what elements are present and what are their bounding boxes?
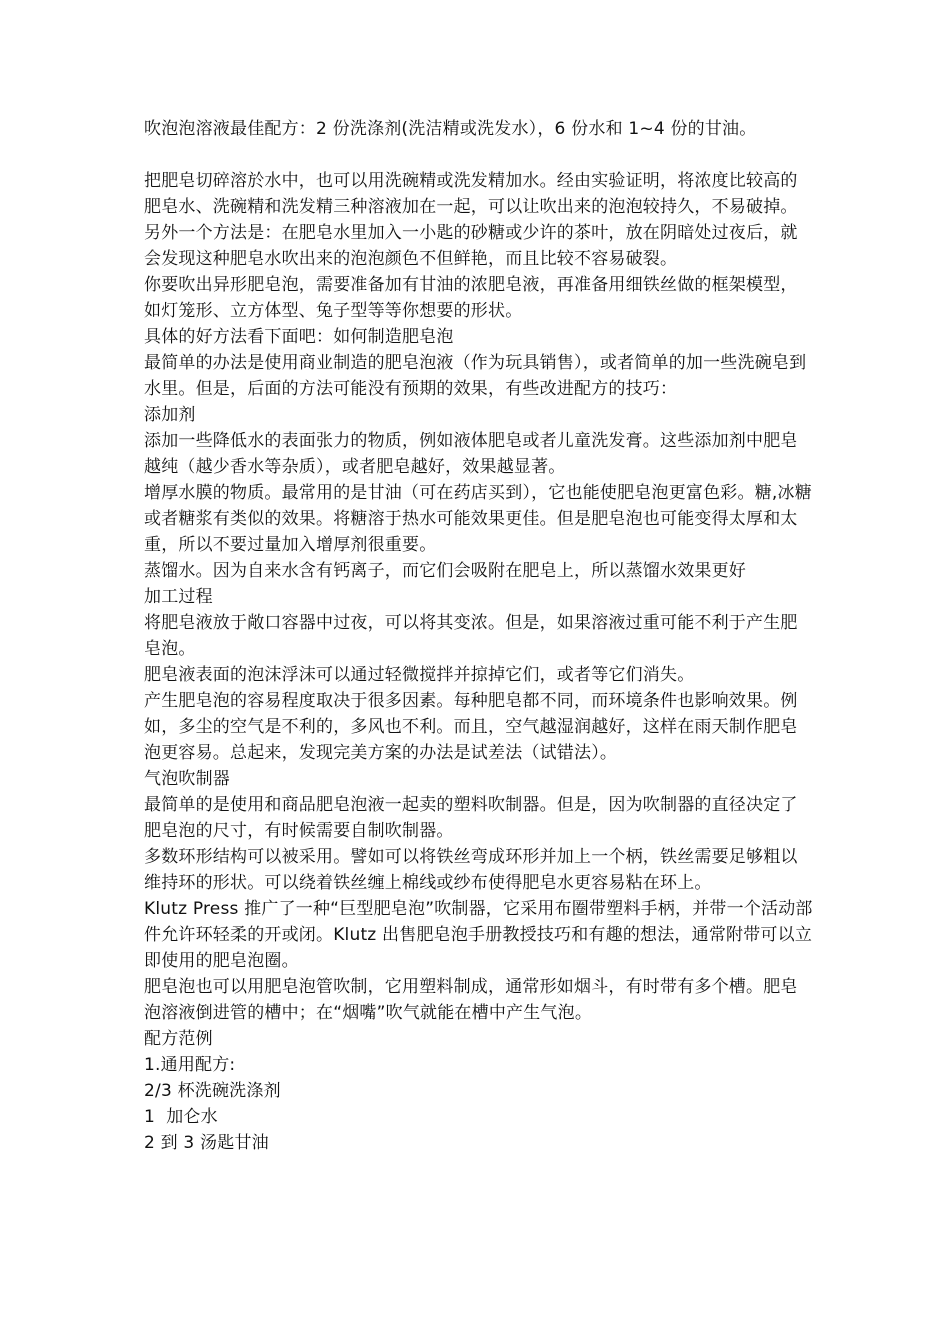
paragraph-overnight: 将肥皂液放于敞口容器中过夜，可以将其变浓。但是，如果溶液过重可能不利于产生肥皂泡。 bbox=[144, 613, 798, 659]
paragraph-surface-tension: 添加一些降低水的表面张力的物质，例如液体肥皂或者儿童洗发膏。这些添加剂中肥皂越纯（越少香水等杂质），或者肥皂越好，效果越显著。 bbox=[144, 431, 798, 477]
section-heading-recipes: 配方范例 bbox=[144, 1029, 213, 1049]
paragraph-shaped-bubbles: 你要吹出异形肥皂泡，需要准备加有甘油的浓肥皂液，再准备用细铁丝做的框架模型，如灯笼形、立方体型、兔子型等等你想要的形状。 bbox=[144, 275, 798, 321]
paragraph-soap-method: 把肥皂切碎溶於水中，也可以用洗碗精或洗发精加水。经由实验证明，将浓度比较高的肥皂水、洗碗精和洗发精三种溶液加在一起，可以让吹出来的泡泡较持久，不易破掉。另外一个方法是：在肥皂水里加入一小匙的砂糖或少许的茶叶，放在阴暗处过夜后，就会发现这种肥皂水吹出来的泡泡颜色不但鲜艳，而且比较不容易破裂。 bbox=[144, 171, 798, 269]
paragraph-simple-method: 最简单的办法是使用商业制造的肥皂泡液（作为玩具销售），或者简单的加一些洗碗皂到水里。但是，后面的方法可能没有预期的效果，有些改进配方的技巧： bbox=[144, 353, 807, 399]
recipe-ingredient-glycerin: 2 到 3 汤匙甘油 bbox=[144, 1133, 269, 1153]
paragraph-plastic-blower: 最简单的是使用和商品肥皂泡液一起卖的塑料吹制器。但是，因为吹制器的直径决定了肥皂泡的尺寸，有时候需要自制吹制器。 bbox=[144, 795, 798, 841]
recipe-title: 1.通用配方: bbox=[144, 1055, 236, 1075]
section-heading-additives: 添加剂 bbox=[144, 405, 196, 425]
paragraph-wire-loop: 多数环形结构可以被采用。譬如可以将铁丝弯成环形并加上一个柄，铁丝需要足够粗以维持环的形状。可以绕着铁丝缠上棉线或纱布使得肥皂水更容易粘在环上。 bbox=[144, 847, 798, 893]
paragraph-thickeners: 增厚水膜的物质。最常用的是甘油（可在药店买到），它也能使肥皂泡更富色彩。糖,冰糖或者糖浆有类似的效果。将糖溶于热水可能效果更佳。但是肥皂泡也可能变得太厚和太重，所以不要过量加入增厚剂很重要。 bbox=[144, 483, 812, 555]
paragraph-factors: 产生肥皂泡的容易程度取决于很多因素。每种肥皂都不同，而环境条件也影响效果。例如，多尘的空气是不利的，多风也不利。而且，空气越湿润越好，这样在雨天制作肥皂泡更容易。总起来，发现完美方案的办法是试差法（试错法）。 bbox=[144, 691, 798, 763]
paragraph-how-to-heading: 具体的好方法看下面吧：如何制造肥皂泡 bbox=[144, 327, 454, 347]
paragraph-foam: 肥皂液表面的泡沫浮沫可以通过轻微搅拌并掠掉它们，或者等它们消失。 bbox=[144, 665, 695, 685]
paragraph-recipe-intro: 吹泡泡溶液最佳配方：2 份洗涤剂(洗洁精或洗发水），6 份水和 1~4 份的甘油。 bbox=[144, 119, 757, 139]
section-heading-blowers: 气泡吹制器 bbox=[144, 769, 230, 789]
recipe-ingredient-detergent: 2/3 杯洗碗洗涤剂 bbox=[144, 1081, 281, 1101]
paragraph-distilled-water: 蒸馏水。因为自来水含有钙离子，而它们会吸附在肥皂上，所以蒸馏水效果更好 bbox=[144, 561, 746, 581]
paragraph-klutz-press: Klutz Press 推广了一种“巨型肥皂泡”吹制器，它采用布圈带塑料手柄，并带一个活动部件允许环轻柔的开或闭。Klutz 出售肥皂泡手册教授技巧和有趣的想法，通常附带可以立即使用的肥皂泡圈。 bbox=[144, 899, 813, 971]
section-heading-processing: 加工过程 bbox=[144, 587, 213, 607]
paragraph-bubble-pipe: 肥皂泡也可以用肥皂泡管吹制，它用塑料制成，通常形如烟斗，有时带有多个槽。肥皂泡溶液倒进管的槽中；在“烟嘴”吹气就能在槽中产生气泡。 bbox=[144, 977, 798, 1023]
document-body bbox=[144, 116, 814, 1156]
paragraph-gap bbox=[144, 142, 814, 168]
recipe-ingredient-water: 1 加仑水 bbox=[144, 1107, 218, 1127]
